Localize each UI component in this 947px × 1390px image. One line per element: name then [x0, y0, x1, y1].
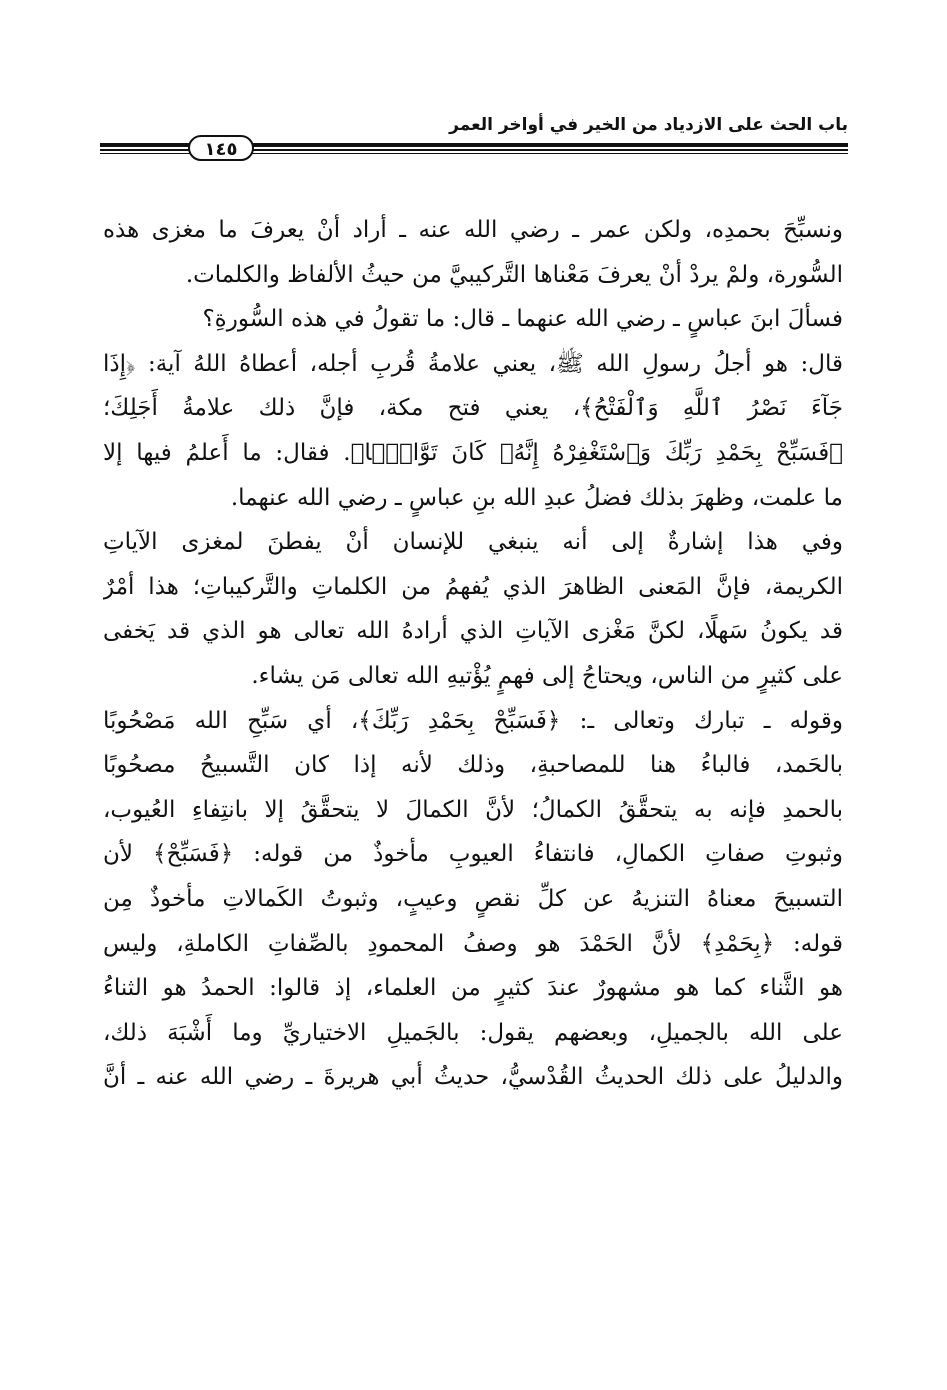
page-number: ١٤٥	[188, 135, 254, 161]
chapter-title: باب الحث على الازدياد من الخير في أواخر العمر	[449, 115, 848, 135]
text-line: على كثيرٍ من الناس، ويحتاجُ إلى فهمٍ يُؤْتيهِ الله تعالى مَن يشاء.	[251, 662, 843, 689]
text-line: ونسبِّحَ بحمدِه، ولكن عمر ـ رضي الله عنه ـ أراد أنْ يعرفَ ما مغزى هذه	[103, 217, 843, 243]
text-line: بالحمدِ فإنه به يتحقَّقُ الكمالُ؛ لأنَّ الكمالَ لا يتحقَّقُ إلا بانتِفاءِ العُيوب،	[103, 796, 843, 823]
text-line: التسبيحَ معناهُ التنزيهُ عن كلِّ نقصٍ وعيبٍ، وثبوتُ الكَمالاتِ مأخوذٌ مِن	[103, 885, 843, 912]
text-line: قد يكونُ سَهلًا، لكنَّ مَغْزى الآياتِ الذي أرادهُ الله تعالى هو الذي قد يَخفى	[103, 618, 843, 645]
body-text	[103, 208, 843, 1100]
text-line: وثبوتِ صفاتِ الكمالِ، فانتفاءُ العيوبِ مأخوذٌ من قوله: ﴿فَسَبِّحْ﴾ لأن	[103, 841, 843, 868]
text-line: بالحَمد، فالباءُ هنا للمصاحبةِ، وذلك لأنه إذا كان التَّسبيحُ مصحُوبًا	[103, 752, 843, 779]
text-line: قال: هو أجلُ رسولِ الله ﷺ، يعني علامةُ قُربِ أجله، أعطاهُ اللهُ آية: ﴿إِذَا	[103, 350, 843, 377]
text-line: الكريمة، فإنَّ المَعنى الظاهرَ الذي يُفهمُ من الكلماتِ والتَّركيباتِ؛ هذا أمْرٌ	[103, 573, 843, 600]
text-line: فسألَ ابنَ عباسٍ ـ رضي الله عنهما ـ قال: ما تقولُ في هذه السُّورةِ؟	[202, 306, 843, 333]
text-line: والدليلُ على ذلك الحديثُ القُدْسيُّ، حديثُ أبي هريرةَ ـ رضي الله عنه ـ أنَّ	[103, 1064, 843, 1091]
text-line: جَآءَ نَصْرُ ٱللَّهِ وَٱلْفَتْحُ﴾، يعني فتح مكة، فإنَّ ذلك علامةُ أَجَلِكَ؛	[103, 395, 843, 422]
page-header	[100, 115, 848, 165]
text-line: قوله: ﴿بِحَمْدِ﴾ لأنَّ الحَمْدَ هو وصفُ المحمودِ بالصِّفاتِ الكاملةِ، وليس	[103, 930, 843, 957]
text-line: وقوله ـ تبارك وتعالى ـ: ﴿فَسَبِّحْ بِحَمْدِ رَبِّكَ﴾، أي سَبِّحِ الله مَصْحُوبًا	[103, 707, 843, 734]
text-line: السُّورة، ولمْ يردْ أنْ يعرفَ مَعْناها التَّركيبيَّ من حيثُ الألفاظ والكلمات.	[185, 261, 843, 288]
text-line: ما علمت، وظهرَ بذلك فضلُ عبدِ الله بنِ عباسٍ ـ رضي الله عنهما.	[230, 484, 843, 511]
text-line: ﴿فَسَبِّحْ بِحَمْدِ رَبِّكَ وَٱسْتَغْفِرْهُ إِنَّهُۥ كَانَ تَوَّابًۢا﴾. فقال: ما أَعلمُ فيها إلا	[103, 439, 843, 466]
text-line: على الله بالجميلِ، وبعضهم يقول: بالجَميلِ الاختياريِّ وما أَشْبَهَ ذلك،	[103, 1019, 843, 1046]
text-line: هو الثَّناء كما هو مشهورٌ عندَ كثيرٍ من العلماء، إذ قالوا: الحمدُ هو الثناءُ	[103, 975, 843, 1002]
text-line: وفي هذا إشارةٌ إلى أنه ينبغي للإنسان أنْ يفطنَ لمغزى الآياتِ	[103, 529, 843, 556]
